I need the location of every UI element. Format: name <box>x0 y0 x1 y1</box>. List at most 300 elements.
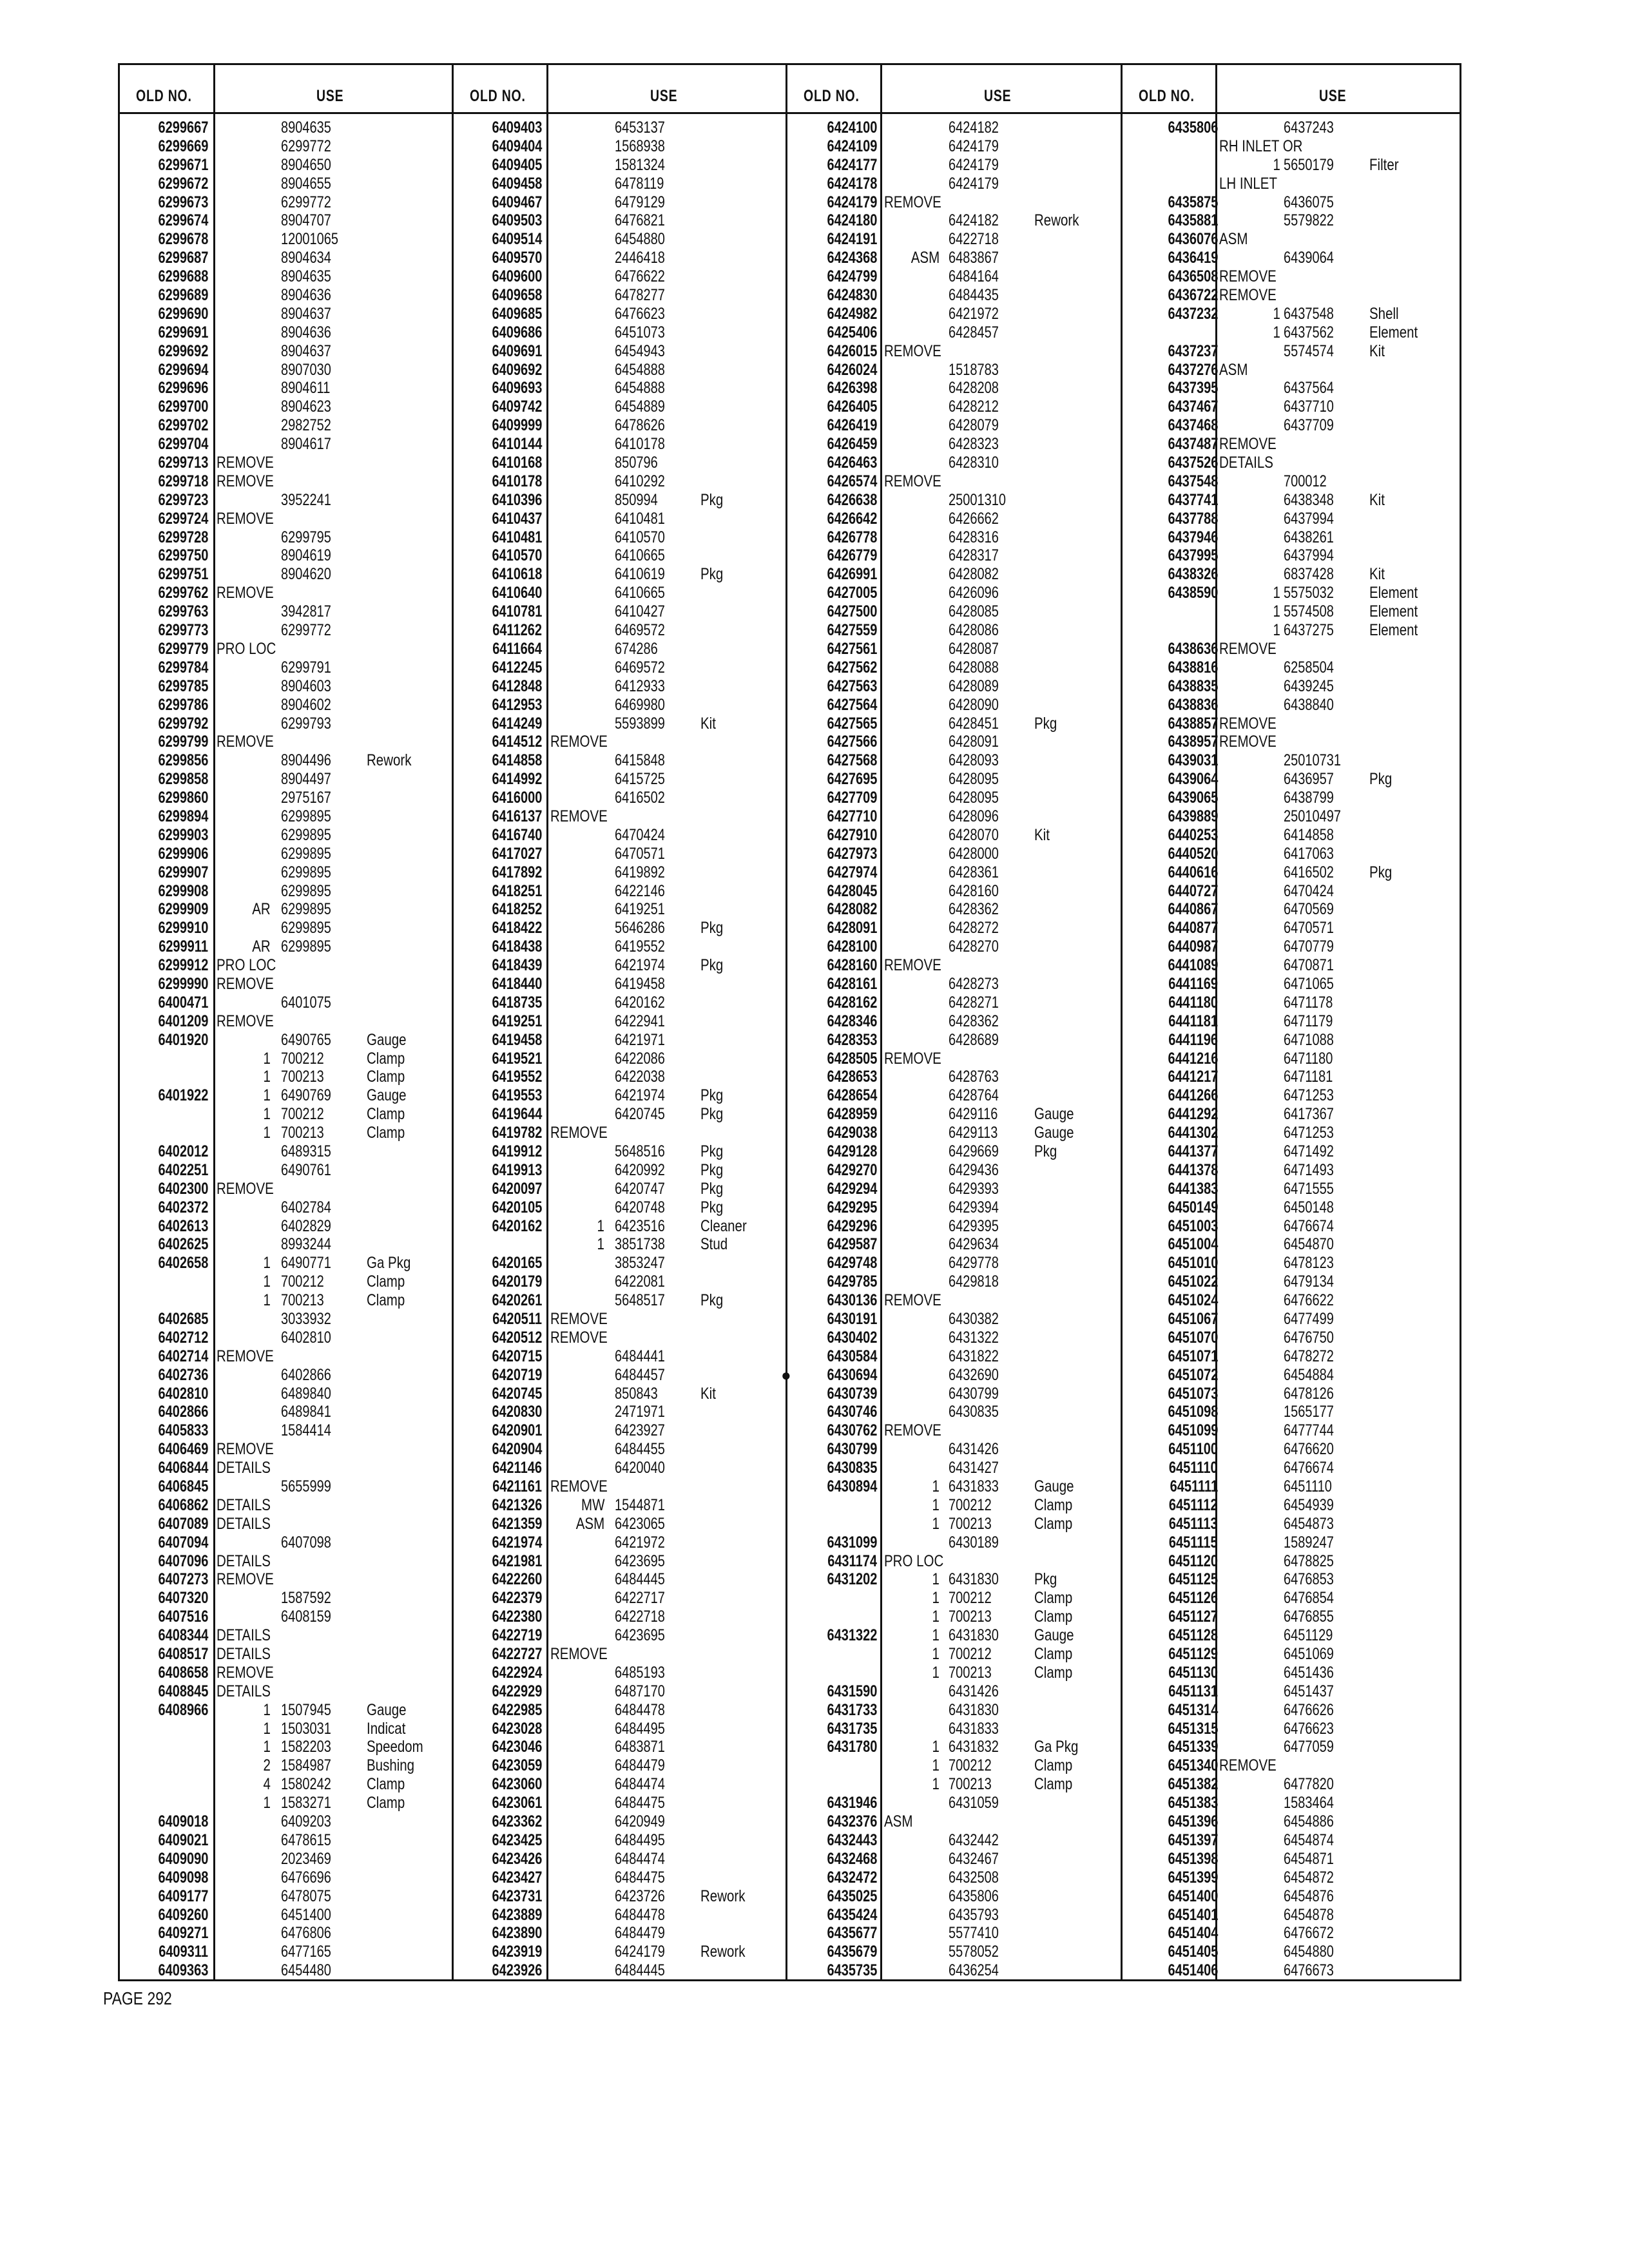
new-part-number: 6430835 <box>949 1403 999 1421</box>
new-part-number: 6477165 <box>281 1943 331 1961</box>
table-row <box>1123 1142 1461 1161</box>
table-row <box>787 454 1121 472</box>
table-row <box>1123 211 1461 230</box>
table-row <box>787 416 1121 435</box>
old-part-number: 6423426 <box>492 1849 542 1868</box>
new-part-number: 25010497 <box>1284 807 1341 825</box>
old-part-number: 6423919 <box>492 1943 542 1961</box>
old-part-number: 6427568 <box>827 751 877 770</box>
table-row <box>120 286 452 305</box>
old-part-number: 6428346 <box>827 1012 877 1030</box>
new-part-number: 6299895 <box>281 863 331 881</box>
table-row <box>787 342 1121 361</box>
table-row <box>454 994 786 1012</box>
status-note: REMOVE <box>884 193 941 211</box>
part-description: Kit <box>1369 490 1385 509</box>
old-part-number: 6421161 <box>492 1477 542 1496</box>
new-part-number: 6454880 <box>615 230 665 249</box>
new-part-number: 6454888 <box>615 379 665 398</box>
new-part-number: 8904655 <box>281 174 331 193</box>
new-part-number: 6437243 <box>1284 119 1334 137</box>
old-part-number: 6414249 <box>492 714 542 733</box>
old-part-number: 6299860 <box>158 789 208 807</box>
new-part-number: 6401075 <box>281 993 331 1012</box>
new-part-number: 700213 <box>949 1663 992 1682</box>
table-row <box>120 1626 452 1645</box>
table-row <box>787 621 1121 640</box>
new-part-number: 700012 <box>1284 472 1327 490</box>
table-row <box>454 751 786 770</box>
new-part-number: 6430189 <box>949 1533 999 1552</box>
table-row <box>1123 156 1461 175</box>
new-part-number: 6428323 <box>949 435 999 454</box>
status-note: REMOVE <box>217 1347 274 1365</box>
table-row <box>1123 119 1461 137</box>
old-part-number: 6419458 <box>492 1030 542 1049</box>
new-part-number: 6454943 <box>615 341 665 360</box>
old-part-number: 6412245 <box>492 658 542 677</box>
table-row <box>1123 491 1461 510</box>
table-row <box>1123 565 1461 584</box>
new-part-number: 6439245 <box>1284 677 1334 695</box>
new-part-number: 6476821 <box>615 211 665 230</box>
old-part-number: 6428161 <box>827 974 877 993</box>
old-part-number: 6409686 <box>492 323 542 341</box>
table-row <box>454 1366 786 1385</box>
table-row <box>1123 249 1461 267</box>
table-row <box>120 770 452 789</box>
old-part-number: 6402658 <box>158 1254 208 1273</box>
table-row <box>454 1515 786 1533</box>
old-part-number: 6406862 <box>158 1495 208 1514</box>
table-row <box>120 1198 452 1217</box>
table-row <box>120 919 452 937</box>
old-part-number: 6431174 <box>827 1552 877 1570</box>
table-row <box>787 1273 1121 1291</box>
status-note: PRO LOC <box>217 639 276 658</box>
part-description: Gauge <box>1034 1477 1074 1496</box>
table-row <box>120 1050 452 1068</box>
table-row <box>1123 919 1461 937</box>
new-part-number: 6484475 <box>615 1868 665 1887</box>
old-part-number: 6438326 <box>1168 565 1218 584</box>
new-part-number: 6487170 <box>615 1682 665 1700</box>
table-row <box>120 565 452 584</box>
old-part-number: 6441377 <box>1168 1142 1218 1160</box>
old-part-number: 6425406 <box>827 323 877 341</box>
old-part-number: 6441196 <box>1168 1030 1218 1049</box>
old-part-number: 6441302 <box>1168 1124 1218 1142</box>
table-row <box>454 435 786 454</box>
status-note: REMOVE <box>1219 639 1277 658</box>
old-part-number: 6410640 <box>492 584 542 602</box>
new-part-number: 6424179 <box>615 1943 665 1961</box>
old-part-number: 6429270 <box>827 1160 877 1179</box>
table-row <box>120 510 452 528</box>
table-row <box>1123 1682 1461 1701</box>
quantity: 1 <box>263 1291 271 1310</box>
old-part-number: 6430762 <box>827 1421 877 1440</box>
table-row <box>1123 602 1461 621</box>
part-description: Clamp <box>1034 1514 1073 1533</box>
table-row <box>120 528 452 547</box>
table-row <box>1123 1235 1461 1254</box>
new-part-number: 2446418 <box>615 249 665 267</box>
new-part-number: 6299791 <box>281 658 331 677</box>
new-part-number: 6484495 <box>615 1831 665 1849</box>
new-part-number: 6490771 <box>281 1254 331 1273</box>
old-part-number: 6438957 <box>1168 733 1218 751</box>
part-description: Pkg <box>700 565 724 584</box>
old-part-number: 6427910 <box>827 825 877 844</box>
part-description: Pkg <box>1369 863 1393 881</box>
table-row <box>120 1533 452 1552</box>
table-row <box>454 1589 786 1608</box>
column-block-2 <box>454 65 786 1979</box>
old-part-number: 6428353 <box>827 1030 877 1049</box>
table-row <box>120 1105 452 1124</box>
table-row <box>120 137 452 156</box>
new-part-number: 6476622 <box>615 267 665 286</box>
old-part-number: 6451399 <box>1168 1868 1218 1887</box>
old-part-number: 6438590 <box>1168 584 1218 602</box>
table-row <box>454 491 786 510</box>
new-part-number: 6454872 <box>1284 1868 1334 1887</box>
table-row <box>454 715 786 733</box>
old-part-number: 6299671 <box>158 155 208 174</box>
old-part-number: 6299713 <box>158 454 208 472</box>
new-part-number: 700213 <box>281 1068 324 1086</box>
new-part-number: 6420745 <box>615 1105 665 1124</box>
old-part-number: 6411262 <box>492 621 542 640</box>
new-part-number: 8904611 <box>281 379 331 398</box>
status-note: DETAILS <box>217 1626 271 1645</box>
quantity: 1 <box>932 1626 940 1645</box>
old-part-number: 6409693 <box>492 379 542 398</box>
table-row <box>1123 398 1461 416</box>
status-note: PRO LOC <box>217 956 276 975</box>
part-description: Pkg <box>700 1086 724 1105</box>
new-part-number: 6402866 <box>281 1365 331 1384</box>
old-part-number: 6419912 <box>492 1142 542 1160</box>
new-part-number: 6422146 <box>615 881 665 900</box>
old-part-number: 6299858 <box>158 770 208 789</box>
quantity: 1 <box>263 1105 271 1124</box>
table-row <box>787 770 1121 789</box>
old-part-number: 6451099 <box>1168 1421 1218 1440</box>
old-part-number: 6423427 <box>492 1868 542 1887</box>
table-row <box>120 305 452 323</box>
table-row <box>454 1161 786 1180</box>
table-row <box>787 1701 1121 1720</box>
old-part-number: 6427710 <box>827 807 877 825</box>
new-part-number: 6428086 <box>949 621 999 640</box>
new-part-number: 6410665 <box>615 584 665 602</box>
table-row <box>1123 1105 1461 1124</box>
new-part-number: 1507945 <box>281 1700 331 1719</box>
new-part-number: 6424179 <box>949 137 999 155</box>
old-part-number: 6420719 <box>492 1365 542 1384</box>
part-description: Gauge <box>1034 1124 1074 1142</box>
new-part-number: 6476623 <box>615 304 665 323</box>
new-part-number: 6483867 <box>949 249 999 267</box>
old-part-number: 6451383 <box>1168 1794 1218 1812</box>
table-row <box>454 919 786 937</box>
old-part-number: 6429295 <box>827 1198 877 1216</box>
old-part-number: 6426024 <box>827 360 877 379</box>
table-row <box>454 1385 786 1403</box>
new-part-number: 6437562 <box>1284 323 1334 341</box>
old-part-number: 6299673 <box>158 193 208 211</box>
old-part-number: 6299687 <box>158 249 208 267</box>
table-row <box>1123 454 1461 472</box>
table-row <box>454 1850 786 1869</box>
old-part-number: 6428045 <box>827 881 877 900</box>
new-part-number: 6431832 <box>949 1738 999 1756</box>
table-row <box>1123 1943 1461 1961</box>
status-note: REMOVE <box>884 956 941 975</box>
new-part-number: 5648516 <box>615 1142 665 1160</box>
new-part-number: 6471493 <box>1284 1160 1334 1179</box>
quantity: 1 <box>263 1273 271 1291</box>
quantity: AR <box>252 937 271 956</box>
table-row <box>120 602 452 621</box>
old-part-number: 6299689 <box>158 286 208 305</box>
table-row <box>454 230 786 249</box>
table-row <box>1123 789 1461 807</box>
old-part-number: 6410618 <box>492 565 542 584</box>
old-part-number: 6422260 <box>492 1570 542 1589</box>
new-part-number: 6451069 <box>1284 1645 1334 1664</box>
table-row <box>120 342 452 361</box>
status-note: REMOVE <box>217 472 274 490</box>
old-part-number: 6424799 <box>827 267 877 286</box>
old-part-number: 6299667 <box>158 119 208 137</box>
old-part-number: 6431322 <box>827 1626 877 1645</box>
old-part-number: 6299696 <box>158 379 208 398</box>
table-row <box>454 1086 786 1105</box>
new-part-number: 6432690 <box>949 1365 999 1384</box>
new-part-number: 6470871 <box>1284 956 1334 975</box>
new-part-number: 6416502 <box>1284 863 1334 881</box>
old-part-number: 6422379 <box>492 1589 542 1608</box>
table-row <box>120 1850 452 1869</box>
new-part-number: 6431830 <box>949 1700 999 1719</box>
part-description: Speedom <box>367 1738 423 1756</box>
old-part-number: 6440867 <box>1168 900 1218 919</box>
table-row <box>120 1943 452 1961</box>
old-part-number: 6437741 <box>1168 490 1218 509</box>
table-row <box>454 472 786 491</box>
status-note: DETAILS <box>217 1514 271 1533</box>
table-row <box>1123 863 1461 882</box>
new-part-number: 6428088 <box>949 658 999 677</box>
table-row <box>120 175 452 193</box>
table-row <box>1123 1254 1461 1273</box>
quantity: 1 <box>932 1477 940 1496</box>
old-part-number: 6402625 <box>158 1235 208 1254</box>
new-part-number: 2471971 <box>615 1403 665 1421</box>
new-part-number: 6431833 <box>949 1719 999 1738</box>
status-note: DETAILS <box>217 1682 271 1700</box>
table-row <box>454 975 786 994</box>
old-part-number: 6439064 <box>1168 770 1218 789</box>
new-part-number: 6424179 <box>949 155 999 174</box>
table-row <box>787 1347 1121 1366</box>
old-part-number: 6430136 <box>827 1291 877 1310</box>
new-part-number: 6431322 <box>949 1328 999 1347</box>
new-part-number: 6451129 <box>1284 1626 1333 1645</box>
table-row <box>1123 677 1461 696</box>
new-part-number: 6428093 <box>949 751 999 770</box>
new-part-number: 6421974 <box>615 1086 665 1105</box>
old-part-number: 6418735 <box>492 993 542 1012</box>
table-row <box>454 1254 786 1273</box>
table-row <box>1123 751 1461 770</box>
table-row <box>454 249 786 267</box>
part-description: Pkg <box>1034 1142 1057 1160</box>
old-part-number: 6431946 <box>827 1794 877 1812</box>
table-row <box>454 1552 786 1571</box>
table-row <box>120 1608 452 1626</box>
old-part-number: 6410781 <box>492 602 542 621</box>
old-part-number: 6406844 <box>158 1459 208 1477</box>
table-row <box>120 1869 452 1887</box>
old-part-number: 6440877 <box>1168 919 1218 937</box>
part-description: Indicat <box>367 1719 406 1738</box>
table-row <box>454 528 786 547</box>
table-row <box>454 1608 786 1626</box>
new-part-number: 6429818 <box>949 1273 999 1291</box>
new-part-number: 6299895 <box>281 825 331 844</box>
new-part-number: 6471178 <box>1284 993 1333 1012</box>
table-row <box>120 994 452 1012</box>
quantity: ASM <box>575 1514 604 1533</box>
new-part-number: 8904650 <box>281 155 331 174</box>
new-part-number: 6431426 <box>949 1440 999 1459</box>
old-part-number: 6419521 <box>492 1049 542 1068</box>
part-description: Pkg <box>1034 714 1057 733</box>
table-row <box>1123 1831 1461 1850</box>
status-note: REMOVE <box>550 1328 608 1347</box>
table-row <box>120 249 452 267</box>
new-part-number: 6428271 <box>949 993 999 1012</box>
old-part-number: 6426463 <box>827 454 877 472</box>
table-row <box>1123 193 1461 212</box>
old-part-number: 6420179 <box>492 1273 542 1291</box>
table-row <box>120 1515 452 1533</box>
old-part-number: 6436076 <box>1168 230 1218 249</box>
new-part-number: 6469572 <box>615 621 665 640</box>
old-part-number: 6299903 <box>158 825 208 844</box>
old-part-number: 6409514 <box>492 230 542 249</box>
new-part-number: 6258504 <box>1284 658 1334 677</box>
table-row <box>120 1161 452 1180</box>
old-part-number: 6414512 <box>492 733 542 751</box>
old-part-number: 6437232 <box>1168 304 1218 323</box>
table-row <box>787 1720 1121 1738</box>
old-part-number: 6437548 <box>1168 472 1218 490</box>
old-part-number: 6437526 <box>1168 454 1218 472</box>
new-part-number: 6436075 <box>1284 193 1334 211</box>
new-part-number: 700213 <box>281 1124 324 1142</box>
table-row <box>454 845 786 863</box>
new-part-number: 8904637 <box>281 304 331 323</box>
table-row <box>787 1403 1121 1421</box>
old-part-number: 6437487 <box>1168 435 1218 454</box>
new-part-number: 8904636 <box>281 286 331 305</box>
part-description: Clamp <box>367 1775 405 1794</box>
table-row <box>787 900 1121 919</box>
new-part-number: 6412933 <box>615 677 665 695</box>
table-row <box>454 342 786 361</box>
table-row <box>454 1012 786 1031</box>
quantity: ASM <box>911 249 940 267</box>
table-row <box>1123 1720 1461 1738</box>
status-note: REMOVE <box>1219 435 1277 454</box>
old-part-number: 6420745 <box>492 1384 542 1403</box>
table-row <box>1123 1180 1461 1198</box>
new-part-number: 1503031 <box>281 1719 331 1738</box>
old-part-number: 6299669 <box>158 137 208 155</box>
old-part-number: 6428653 <box>827 1068 877 1086</box>
new-part-number: 6429669 <box>949 1142 999 1160</box>
old-part-number: 6299785 <box>158 677 208 695</box>
old-part-number: 6409177 <box>158 1887 208 1905</box>
quantity: 1 <box>263 1719 271 1738</box>
old-part-number: 6427563 <box>827 677 877 695</box>
old-part-number: 6422380 <box>492 1608 542 1626</box>
table-row <box>120 230 452 249</box>
old-part-number: 6441378 <box>1168 1160 1218 1179</box>
old-part-number: 6435424 <box>827 1905 877 1924</box>
table-row <box>787 1496 1121 1515</box>
old-part-number: 6451126 <box>1168 1589 1218 1608</box>
table-row <box>454 602 786 621</box>
old-part-number: 6299909 <box>158 900 208 919</box>
old-part-number: 6408658 <box>158 1663 208 1682</box>
table-row <box>120 1235 452 1254</box>
new-part-number: 6431059 <box>949 1794 999 1812</box>
old-part-number: 6429296 <box>827 1216 877 1235</box>
old-part-number: 6450149 <box>1168 1198 1218 1216</box>
table-row <box>1123 1812 1461 1831</box>
part-description: Filter <box>1369 155 1399 174</box>
old-part-number: 6410437 <box>492 509 542 528</box>
table-row <box>1123 937 1461 956</box>
part-description: Pkg <box>700 1160 724 1179</box>
new-part-number: 6428764 <box>949 1086 999 1105</box>
old-part-number: 6441383 <box>1168 1179 1218 1198</box>
new-part-number: 700212 <box>281 1049 324 1068</box>
old-part-number: 6418251 <box>492 881 542 900</box>
old-part-number: 6299792 <box>158 714 208 733</box>
table-row <box>454 1273 786 1291</box>
new-part-number: 6454878 <box>1284 1905 1334 1924</box>
table-row <box>787 1142 1121 1161</box>
table-row <box>1123 1217 1461 1236</box>
old-part-number: 6409021 <box>158 1831 208 1849</box>
new-part-number: 1580242 <box>281 1775 331 1794</box>
old-part-number: 6422727 <box>492 1645 542 1664</box>
table-row <box>454 510 786 528</box>
table-row <box>454 1961 786 1980</box>
old-part-number: 6299704 <box>158 435 208 454</box>
old-part-number: 6436722 <box>1168 286 1218 305</box>
table-row <box>1123 1887 1461 1906</box>
old-part-number: 6408845 <box>158 1682 208 1700</box>
new-part-number: 6471065 <box>1284 974 1334 993</box>
